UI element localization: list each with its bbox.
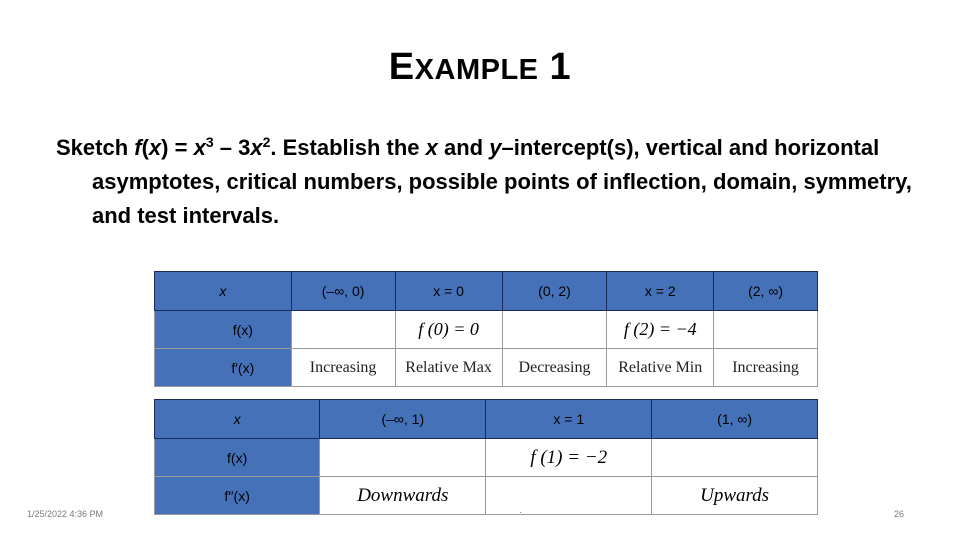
table-header-row	[155, 400, 818, 439]
table-cell: f (1) = −2	[486, 439, 652, 477]
header-cell: x	[155, 272, 292, 311]
table-cell: Downwards	[320, 477, 486, 515]
row-label: f(x)	[155, 311, 292, 349]
table-cell: Increasing	[714, 349, 818, 387]
slide-title: EXAMPLE 1	[388, 46, 572, 88]
table-cell: Decreasing	[502, 349, 607, 387]
table-cell	[714, 311, 818, 349]
footer-date: 1/25/2022 4:36 PM	[27, 509, 104, 519]
header-cell: (1, ∞)	[652, 400, 818, 439]
table-row	[155, 477, 818, 515]
header-cell: x = 1	[486, 400, 652, 439]
table-cell: f (2) = −4	[607, 311, 714, 349]
table-cell	[652, 439, 818, 477]
table-cell	[502, 311, 607, 349]
row-label: f′(x)	[155, 349, 292, 387]
header-cell: (–∞, 0)	[291, 272, 395, 311]
table-row	[155, 439, 818, 477]
problem-statement: Sketch $f(x) = x^3 - 3x^2$. Establish the x and y–intercept(s), vertical and horizontal asymptotes, critical numbers, possible points of inflection, domain, symmetry, and test intervals.	[56, 134, 912, 228]
header-cell: (–∞, 1)	[320, 400, 486, 439]
table-cell: Relative Min	[607, 349, 714, 387]
header-cell: x = 0	[395, 272, 502, 311]
second-derivative-table	[154, 399, 818, 515]
table-cell: Relative Max	[395, 349, 502, 387]
header-cell: x	[155, 400, 320, 439]
row-label: f′′(x)	[155, 477, 320, 515]
row-label: f(x)	[155, 439, 320, 477]
table-cell	[486, 477, 652, 515]
table-cell: f (0) = 0	[395, 311, 502, 349]
slide-number: 26	[893, 509, 904, 519]
table-cell: Upwards	[652, 477, 818, 515]
first-derivative-table	[154, 271, 818, 387]
footer-mark: ·	[519, 507, 522, 517]
table-cell	[291, 311, 395, 349]
header-cell: (2, ∞)	[714, 272, 818, 311]
table-cell	[320, 439, 486, 477]
header-cell: (0, 2)	[502, 272, 607, 311]
table-row	[155, 311, 818, 349]
table-cell: Increasing	[291, 349, 395, 387]
header-cell: x = 2	[607, 272, 714, 311]
table-header-row	[155, 272, 818, 311]
table-row	[155, 349, 818, 387]
